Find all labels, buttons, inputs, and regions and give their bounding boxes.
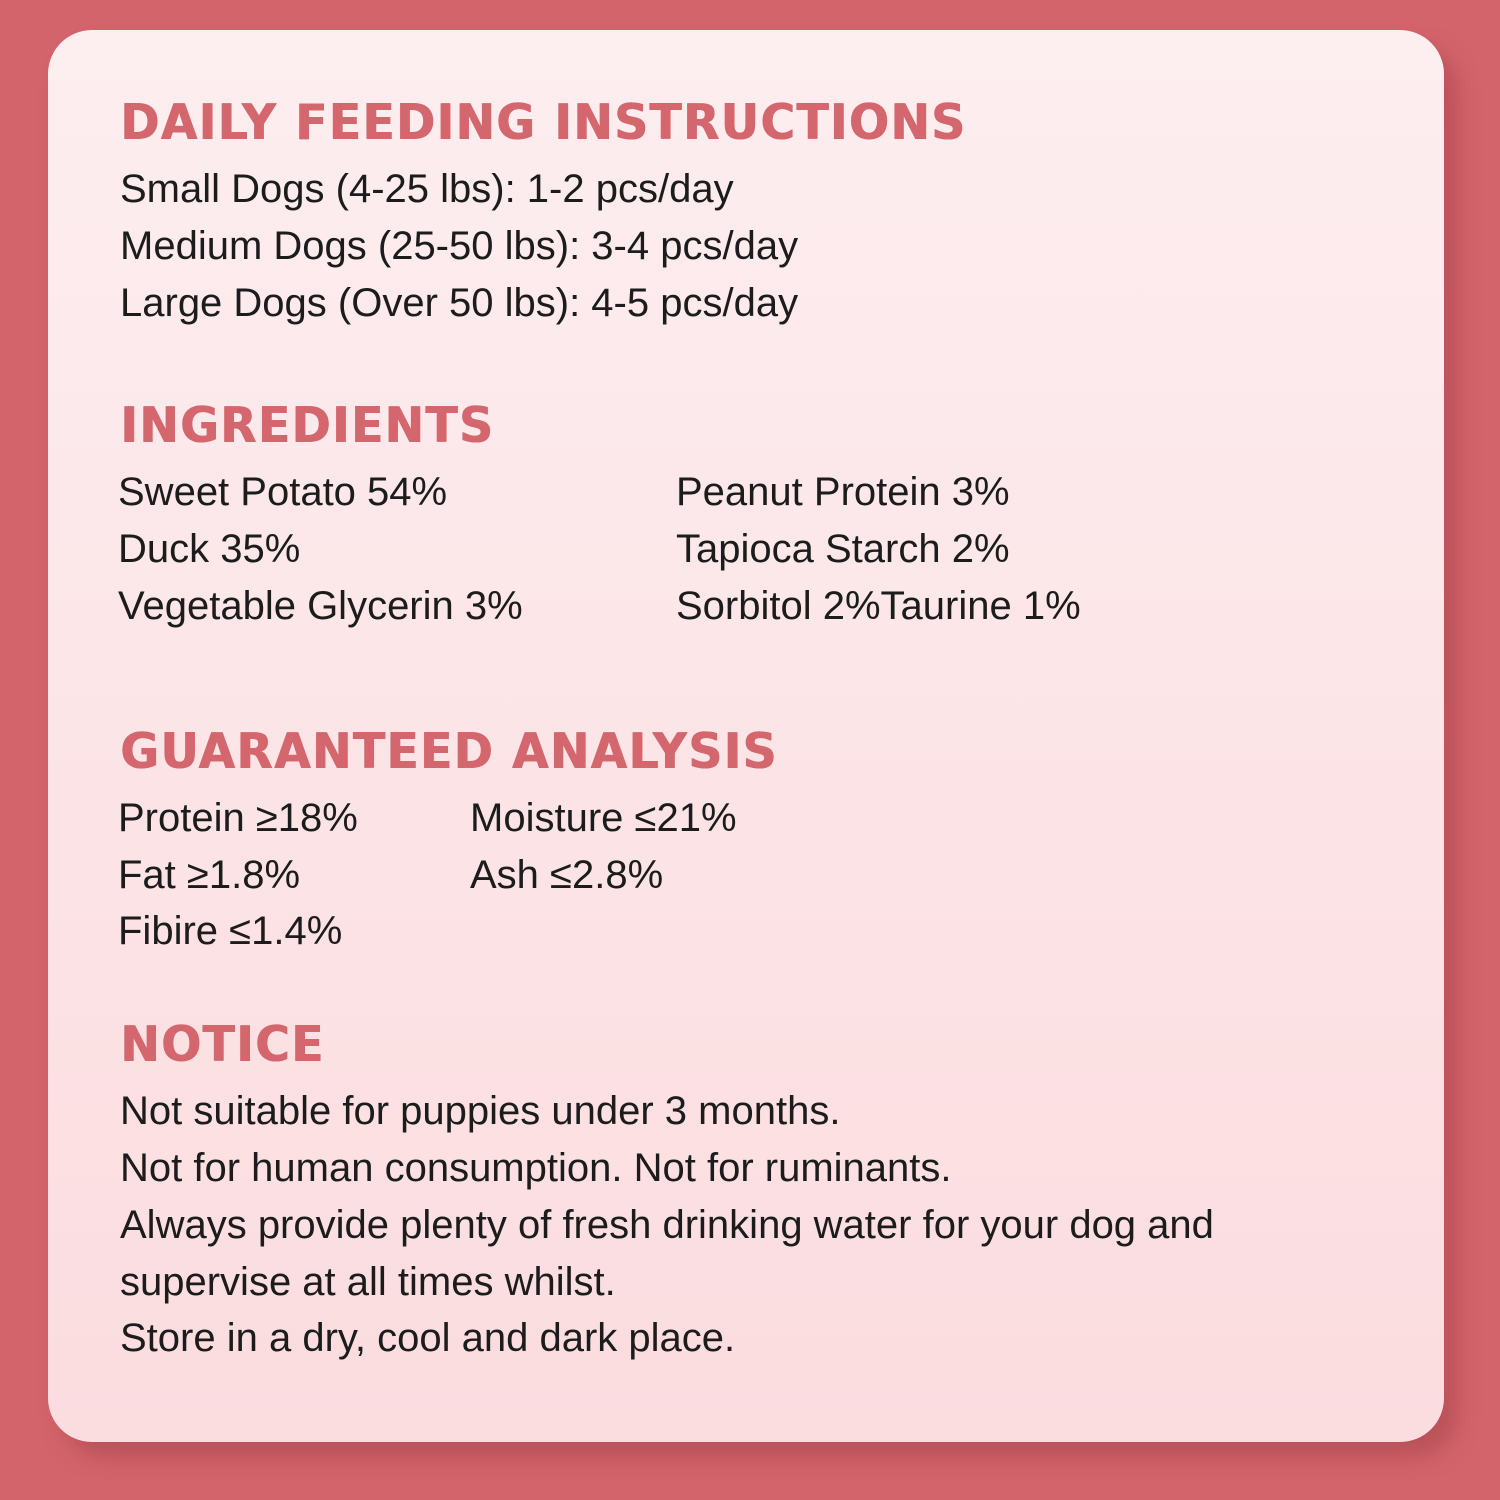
ingredient-item: Tapioca Starch 2% (676, 527, 1010, 572)
ingredients-column-left (118, 464, 676, 634)
feeding-section-title: DAILY FEEDING INSTRUCTIONS (120, 94, 967, 152)
feeding-section (118, 94, 1374, 331)
analysis-item: Protein ≥18% (118, 795, 358, 840)
analysis-row (118, 790, 1374, 960)
analysis-item: Fat ≥1.8% (118, 852, 301, 897)
analysis-item: Fibire ≤1.4% (118, 909, 343, 954)
feeding-row: Small Dogs (4-25 lbs): 1-2 pcs/day (120, 167, 734, 211)
analysis-column-left (118, 790, 470, 960)
analysis-item: Moisture ≤21% (470, 795, 737, 840)
analysis-section (118, 723, 1374, 960)
spacer (118, 970, 1374, 1016)
notice-line: Not suitable for puppies under 3 months. (120, 1089, 841, 1134)
ingredient-item: Peanut Protein 3% (676, 470, 1010, 515)
notice-line: Store in a dry, cool and dark place. (120, 1316, 736, 1361)
ingredient-item: Sorbitol 2%Taurine 1% (676, 583, 1081, 628)
analysis-column-right (470, 790, 1374, 960)
notice-section (118, 1016, 1374, 1367)
spacer (118, 701, 1374, 723)
ingredients-section-title: INGREDIENTS (120, 397, 495, 456)
notice-section-title: NOTICE (120, 1016, 325, 1074)
ingredient-item: Duck 35% (118, 527, 301, 572)
notice-body (118, 1083, 1358, 1367)
ingredients-section (118, 397, 1374, 634)
analysis-section-title: GUARANTEED ANALYSIS (120, 722, 778, 781)
analysis-item: Ash ≤2.8% (470, 852, 664, 897)
spacer (118, 341, 1374, 397)
feeding-row: Large Dogs (Over 50 lbs): 4-5 pcs/day (120, 280, 799, 325)
ingredients-row (118, 464, 1374, 634)
label-card (48, 30, 1444, 1442)
ingredient-item: Vegetable Glycerin 3% (118, 583, 523, 628)
ingredient-item: Sweet Potato 54% (118, 470, 448, 515)
notice-line: Not for human consumption. Not for ruminants. (120, 1145, 952, 1190)
notice-line: Always provide plenty of fresh drinking water for your dog and supervise at all times whilst. (120, 1202, 1214, 1304)
ingredients-column-right (676, 464, 1374, 634)
feeding-row: Medium Dogs (25-50 lbs): 3-4 pcs/day (120, 223, 799, 268)
spacer (118, 645, 1374, 701)
